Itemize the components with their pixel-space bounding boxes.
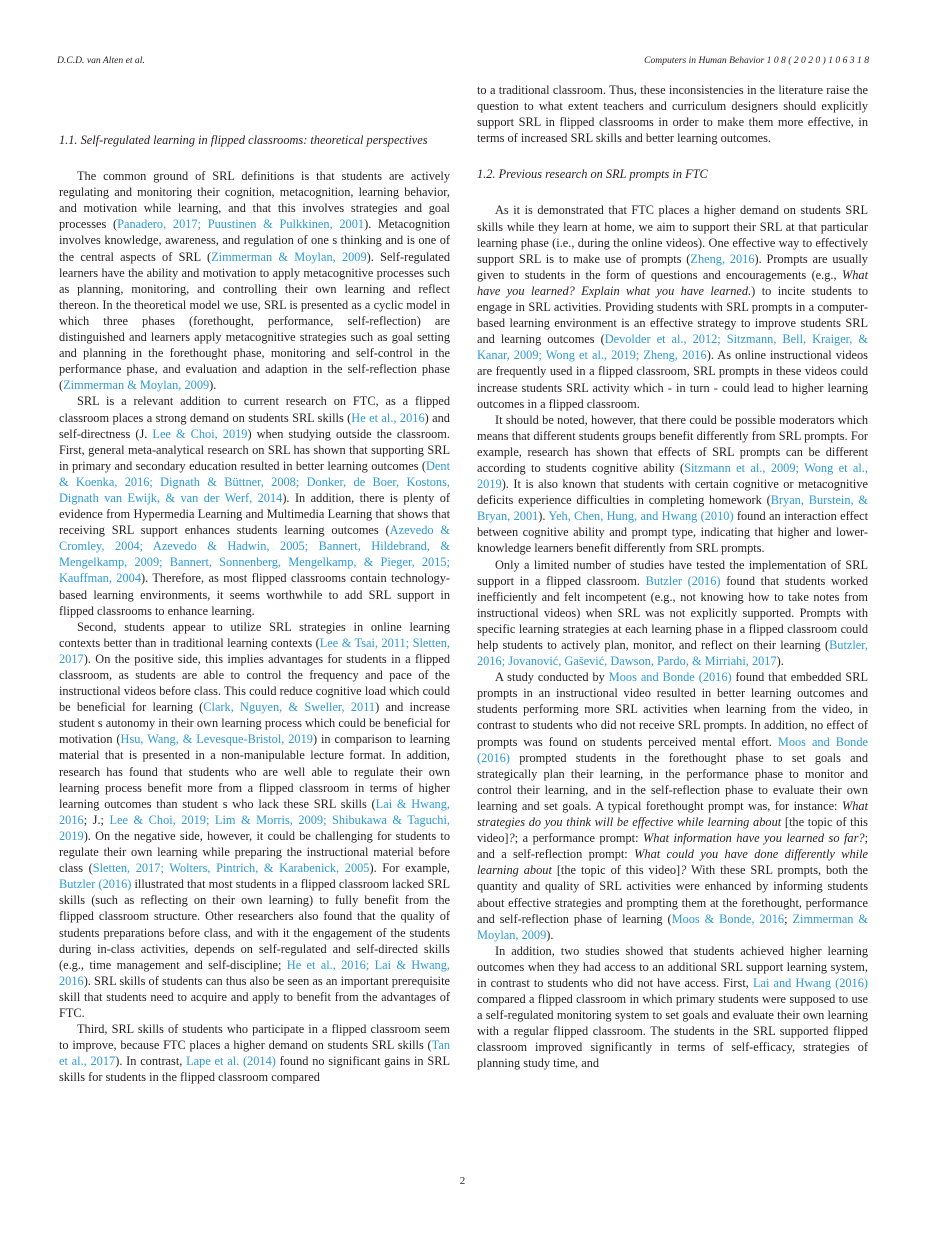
citation-link[interactable]: Butzler (2016) bbox=[59, 877, 132, 892]
right-column bbox=[477, 82, 868, 1072]
citation-link[interactable]: Zimmerman & Moylan, 2009 bbox=[211, 249, 367, 264]
paragraph: A study conducted by Moos and Bonde (2016) found that embedded SRL prompts in an instructional video resulted in better learning outcomes and students performing more SRL activities when learning from the video, in contrast to students who did not receive SRL prompts. In addition, no effect of prompts was found on students perceived mental effort. Moos and Bonde (2016) prompted students in the forethought phase to set goals and strategically plan their learning, in the performance phase to monitor and control their learning, and in the self-reflection phase to evaluate their own learning and set goals. A typical forethought prompt was, for instance: What strategies do you think will be effective while learning about [the topic of this video]?; a performance prompt: What information have you learned so far?; and a self-reflection prompt: What could you have done differently while learning about [the topic of this video]? With these SRL prompts, both the quantity and quality of SRL activities were enhanced by informing students about effective strategies and prompting them at the forethought, performance and self-reflection phase of learning (Moos & Bonde, 2016; Zimmerman & Moylan, 2009). bbox=[477, 670, 869, 942]
citation-link[interactable]: Lai and Hwang (2016) bbox=[752, 975, 868, 990]
citation-link[interactable]: Bryan, Burstein, & Bryan, 2001 bbox=[477, 493, 868, 524]
running-header-journal: Computers in Human Behavior 1 0 8 ( 2 0 2 0 ) 1 0 6 3 1 8 bbox=[644, 55, 869, 66]
citation-link[interactable]: Lee & Tsai, 2011; Sletten, 2017 bbox=[59, 635, 450, 666]
citation-link[interactable]: Clark, Nguyen, & Sweller, 2011 bbox=[203, 700, 376, 715]
page-number: 2 bbox=[459, 1175, 466, 1187]
paragraph: In addition, two studies showed that students achieved higher learning outcomes when they had access to an additional SRL support learning system, in contrast to students who did not have access. First, Lai and Hwang (2016) compared a flipped classroom in which primary students were supposed to use a self-regulated monitoring system to set goals and evaluate their own learning with a regular flipped classroom. The students in the SRL supported flipped classroom improved significantly in terms of self-efficacy, strategies of planning study time, and bbox=[477, 943, 868, 1071]
citation-link[interactable]: Moos and Bonde (2016) bbox=[477, 734, 868, 765]
paragraph-continuation: to a traditional classroom. Thus, these inconsistencies in the literature raise the question to what extent teachers and curriculum designers should explicitly support SRL in flipped classrooms in order to make them more effective, in terms of increased SRL skills and better learning outcomes. bbox=[477, 83, 868, 146]
citation-link[interactable]: Zheng, 2016 bbox=[690, 251, 755, 266]
citation-link[interactable]: Yeh, Chen, Hung, and Hwang (2010) bbox=[548, 509, 734, 524]
citation-link[interactable]: Panadero, 2017; Puustinen & Pulkkinen, 2001 bbox=[117, 217, 365, 232]
citation-link[interactable]: Sitzmann et al., 2009; Wong et al., 2019 bbox=[477, 460, 868, 492]
citation-link[interactable]: Butzler (2016) bbox=[645, 573, 721, 588]
citation-link[interactable]: Hsu, Wang, & Levesque-Bristol, 2019 bbox=[120, 732, 313, 747]
citation-link[interactable]: Moos and Bonde (2016) bbox=[608, 670, 732, 685]
citation-link[interactable]: Lee & Choi, 2019 bbox=[152, 426, 248, 441]
paragraph: Only a limited number of studies have tested the implementation of SRL support in a flipped classroom. Butzler (2016) found that students worked inefficiently and felt incompetent (e.g., not knowing how to take notes from instructional videos) when SRL was not explicitly supported. Prompts with specific learning strategies at each learning phase in a flipped classroom could help students to actively plan, monitor, and reflect on their learning (Butzler, 2016; Jovanović, Gašević, Dawson, Pardo, & Mirriahi, 2017). bbox=[477, 557, 868, 669]
paragraph: The common ground of SRL definitions is that students are actively regulating and monitoring their cognition, metacognition, learning behavior, and motivation while learning, and that this involves strategies and goal processes (Panadero, 2017; Puustinen & Pulkkinen, 2001). Metacognition involves knowledge, awareness, and regulation of one s thinking and is one of the central aspects of SRL (Zimmerman & Moylan, 2009). Self-regulated learners have the ability and motivation to apply metacognitive processes such as planning, monitoring, and controlling their own learning and reflect thereon. In the theoretical model we use, SRL is presented as a cyclic model in which three phases (forethought, performance, self-reflection) are distinguished and learners apply metacognitive strategies such as goal setting and planning in the forethought phase, monitoring and self-control in the performance phase, and evaluation and adaption in the self-reflection phase (Zimmerman & Moylan, 2009). bbox=[59, 169, 450, 393]
citation-link[interactable]: He et al., 2016 bbox=[351, 410, 425, 425]
citation-link[interactable]: Azevedo & Cromley, 2004; Azevedo & Hadwin, 2005; Bannert, Hildebrand, & Mengelkamp, 2009; Bannert, Sonnenberg, Mengelkamp, & Pieger, 2015; Kauffman, 2004 bbox=[59, 523, 450, 586]
citation-link[interactable]: Zimmerman & Moylan, 2009 bbox=[477, 911, 869, 942]
paragraph: Second, students appear to utilize SRL strategies in online learning contexts better than in traditional learning contexts (Lee & Tsai, 2011; Sletten, 2017). On the positive side, this implies advantages for students in a flipped classroom, as students are able to control the frequency and pace of the instructional videos before class. This could reduce cognitive load which could be beneficial for learning (Clark, Nguyen, & Sweller, 2011) and increase student s autonomy in their own learning process which could be beneficial for motivation (Hsu, Wang, & Levesque-Bristol, 2019) in comparison to learning material that is presented in a non-manipulable lecture format. In addition, research has found that students who are well able to regulate their own learning process benefit more from a flipped classroom in terms of higher learning outcomes than student s who lack these SRL skills (Lai & Hwang, 2016; J.; Lee & Choi, 2019; Lim & Morris, 2009; Shibukawa & Taguchi, 2019). On the negative side, however, it could be challenging for students to regulate their own learning while preparing the instructional material before class (Sletten, 2017; Wolters, Pintrich, & Karabenick, 2005). For example, Butzler (2016) illustrated that most students in a flipped classroom lacked SRL skills (such as reflecting on their own learning) to fully benefit from the flipped classroom structure. Other researchers also found that the quality of students preparations before class, and with it the engagement of the students during in-class activities, depends on self-regulated and self-directed skills (e.g., time management and self-discipline; He et al., 2016; Lai & Hwang, 2016). SRL skills of students can thus also be seen as an important prerequisite skill that students need to acquire and apply to benefit from the advantages of FTC. bbox=[59, 619, 450, 1020]
citation-link[interactable]: He et al., 2016; Lai & Hwang, 2016 bbox=[59, 957, 450, 988]
paragraph: SRL is a relevant addition to current research on FTC, as a flipped classroom places a strong demand on students SRL skills (He et al., 2016) and self-directness (J. Lee & Choi, 2019) when studying outside the classroom. First, general meta-analytical research on SRL has shown that supporting SRL in primary and secondary education resulted in better learning outcomes (Dent & Koenka, 2016; Dignath & Büttner, 2008; Donker, de Boer, Kostons, Dignath van Ewijk, & van der Werf, 2014). In addition, there is plenty of evidence from Hypermedia Learning and Multimedia Learning that shows that receiving SRL support enhances students learning outcomes (Azevedo & Cromley, 2004; Azevedo & Hadwin, 2005; Bannert, Hildebrand, & Mengelkamp, 2009; Bannert, Sonnenberg, Mengelkamp, & Pieger, 2015; Kauffman, 2004). Therefore, as most flipped classrooms contain technology-based learning environments, it seems worthwhile to add SRL support in flipped classrooms to enhance learning. bbox=[59, 394, 450, 618]
section-heading-1-1: 1.1. Self-regulated learning in flipped classrooms: theoretical perspectives bbox=[59, 133, 428, 147]
left-column bbox=[59, 82, 450, 1085]
citation-link[interactable]: Dent & Koenka, 2016; Dignath & Büttner, 2008; Donker, de Boer, Kostons, Dignath van Ewijk, & van der Werf, 2014 bbox=[59, 458, 450, 505]
citation-link[interactable]: Moos & Bonde, 2016 bbox=[671, 911, 785, 926]
paragraph: As it is demonstrated that FTC places a higher demand on students SRL skills while they learn at home, we aim to support their SRL at that particular learning phase (i.e., during the online videos). One effective way to effectively support SRL is to make use of prompts (Zheng, 2016). Prompts are usually given to students in the form of questions and encouragements (e.g., What have you learned? Explain what you have learned.) to incite students to engage in SRL activities. Providing students with SRL prompts in a computer-based learning environment is an effective strategy to improve students SRL and learning outcomes (Devolder et al., 2012; Sitzmann, Bell, Kraiger, & Kanar, 2009; Wong et al., 2019; Zheng, 2016). As online instructional videos are frequently used in a flipped classroom, SRL prompts in these videos could increase students SRL activity which - in turn - could lead to higher learning outcomes in a flipped classroom. bbox=[477, 203, 868, 411]
paragraph: Third, SRL skills of students who participate in a flipped classroom seem to improve, because FTC places a higher demand on students SRL skills (Tan et al., 2017). In contrast, Lape et al. (2014) found no significant gains in SRL skills for students in the flipped classroom compared bbox=[59, 1022, 450, 1085]
running-header-authors: D.C.D. van Alten et al. bbox=[57, 55, 145, 66]
citation-link[interactable]: Devolder et al., 2012; Sitzmann, Bell, Kraiger, & Kanar, 2009; Wong et al., 2019; Zheng, 2016 bbox=[477, 332, 868, 363]
section-heading-1-2: 1.2. Previous research on SRL prompts in FTC bbox=[477, 167, 708, 182]
citation-link[interactable]: Sletten, 2017; Wolters, Pintrich, & Karabenick, 2005 bbox=[92, 861, 370, 876]
citation-link[interactable]: Lape et al. (2014) bbox=[186, 1054, 276, 1069]
citation-link[interactable]: Zimmerman & Moylan, 2009 bbox=[63, 378, 210, 393]
citation-link[interactable]: Lai & Hwang, 2016 bbox=[59, 796, 450, 827]
paragraph: It should be noted, however, that there could be possible moderators which means that different students groups benefit differently from SRL prompts. For example, research has shown that effects of SRL prompts can be different according to students cognitive ability (Sitzmann et al., 2009; Wong et al., 2019). It is also known that students with certain cognitive or metacognitive deficits experience difficulties in completing homework (Bryan, Burstein, & Bryan, 2001). Yeh, Chen, Hung, and Hwang (2010) found an interaction effect between cognitive ability and prompt type, indicating that higher and lower-knowledge learners benefit differently from SRL prompts. bbox=[477, 412, 869, 556]
citation-link[interactable]: Lee & Choi, 2019; Lim & Morris, 2009; Shibukawa & Taguchi, 2019 bbox=[59, 812, 450, 843]
citation-link[interactable]: Tan et al., 2017 bbox=[59, 1038, 450, 1069]
citation-link[interactable]: Butzler, 2016; Jovanović, Gašević, Dawson, Pardo, & Mirriahi, 2017 bbox=[477, 638, 868, 669]
